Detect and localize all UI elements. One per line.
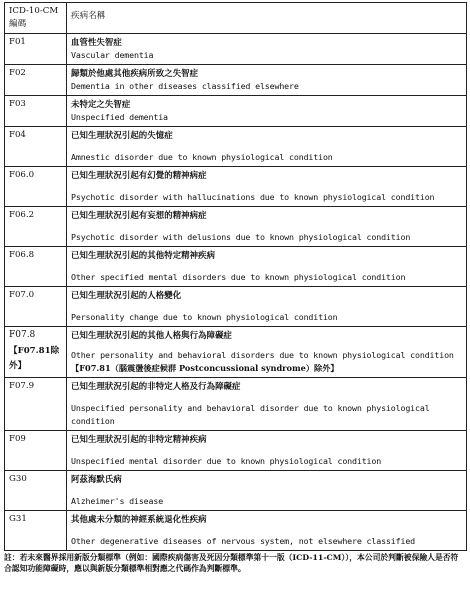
name-en: Alzheimer's disease [71, 496, 164, 506]
table-row [5, 471, 467, 511]
name-en: Unspecified dementia [71, 112, 168, 122]
icd-code-table [4, 2, 467, 551]
name-zh: 已知生理狀況引起的其他特定精神疾病 [71, 250, 216, 260]
table-row [5, 511, 467, 551]
footnote: 註：若未來醫界採用新版分類標準（例如：國際疾病傷害及死因分類標準第十一版（ICD-11-CM）），本公司於判斷被保險人是否符合認知功能障礙時，應以與新版分類標準相對應之代碼作為判斷標準。 [4, 553, 459, 573]
name-cell [67, 34, 467, 65]
code-exclusion: 【F07.81除外】 [9, 346, 60, 371]
code-cell: F04 [5, 127, 67, 167]
table-header-row [5, 3, 467, 34]
name-cell [67, 247, 467, 287]
code-cell: F03 [5, 96, 67, 127]
name-en: Unspecified personality and behavioral disorder due to known physiological condition [71, 403, 430, 426]
name-zh: 已知生理狀況引起的失憶症 [71, 130, 173, 140]
code-cell: F02 [5, 65, 67, 96]
name-cell [67, 96, 467, 127]
name-cell [67, 167, 467, 207]
name-cell [67, 65, 467, 96]
name-en: Amnestic disorder due to known physiological condition [71, 152, 333, 162]
table-row [5, 431, 467, 471]
name-cell [67, 207, 467, 247]
exclusion-note: 【F07.81（腦震盪後症候群 Postconcussional syndrome）除外】 [71, 363, 339, 373]
name-zh: 歸類於他處其他疾病所致之失智症 [71, 68, 199, 78]
name-cell [67, 127, 467, 167]
code-cell: F01 [5, 34, 67, 65]
name-cell [67, 471, 467, 511]
name-cell [67, 378, 467, 431]
name-zh: 其他處未分類的神經系統退化性疾病 [71, 514, 207, 524]
name-en: Vascular dementia [71, 50, 154, 60]
code-cell: F06.2 [5, 207, 67, 247]
table-row [5, 127, 467, 167]
name-en: Dementia in other diseases classified elsewhere [71, 81, 299, 91]
name-zh: 阿茲海默氏病 [71, 474, 122, 484]
code-cell: F06.0 [5, 167, 67, 207]
table-row [5, 65, 467, 96]
name-zh: 已知生理狀況引起有幻覺的精神病症 [71, 170, 207, 180]
header-name-cell [67, 3, 467, 34]
name-zh: 已知生理狀況引起的其他人格與行為障礙症 [71, 330, 233, 340]
name-cell [67, 327, 467, 378]
code-cell: F06.8 [5, 247, 67, 287]
header-disease-name: 疾病名稱 [71, 11, 106, 21]
name-cell [67, 287, 467, 327]
name-en: Unspecified mental disorder due to known physiological condition [71, 456, 382, 466]
name-cell [67, 511, 467, 551]
name-zh: 血管性失智症 [71, 37, 122, 47]
table-row [5, 96, 467, 127]
code-cell: G31 [5, 511, 67, 551]
table-row [5, 247, 467, 287]
code-cell: F07.9 [5, 378, 67, 431]
code-cell: F07.0 [5, 287, 67, 327]
code-cell: F09 [5, 431, 67, 471]
header-code-line1: ICD-10-CM [9, 6, 59, 16]
name-zh: 已知生理狀況引起的人格變化 [71, 290, 182, 300]
name-zh: 已知生理狀況引起的非特定人格及行為障礙症 [71, 381, 241, 391]
table-row [5, 327, 467, 378]
name-en: Other degenerative diseases of nervous system, not elsewhere classified [71, 536, 416, 546]
name-en: Other personality and behavioral disorders due to known physiological condition [71, 350, 454, 360]
document [4, 2, 466, 574]
name-zh: 未特定之失智症 [71, 99, 131, 109]
name-en: Psychotic disorder with delusions due to known physiological condition [71, 232, 411, 242]
header-code-line2: 編碼 [9, 19, 27, 29]
name-en: Other specified mental disorders due to known physiological condition [71, 272, 406, 282]
table-row [5, 378, 467, 431]
name-zh: 已知生理狀況引起有妄想的精神病症 [71, 210, 207, 220]
table-row [5, 287, 467, 327]
table-row [5, 34, 467, 65]
name-cell [67, 431, 467, 471]
table-row [5, 207, 467, 247]
code-cell: G30 [5, 471, 67, 511]
code-cell [5, 327, 67, 378]
name-en: Personality change due to known physiological condition [71, 312, 338, 322]
name-en: Psychotic disorder with hallucinations due to known physiological condition [71, 192, 435, 202]
header-code-cell [5, 3, 67, 34]
table-row [5, 167, 467, 207]
code-value: F07.8 [9, 330, 36, 340]
name-zh: 已知生理狀況引起的非特定精神疾病 [71, 434, 207, 444]
